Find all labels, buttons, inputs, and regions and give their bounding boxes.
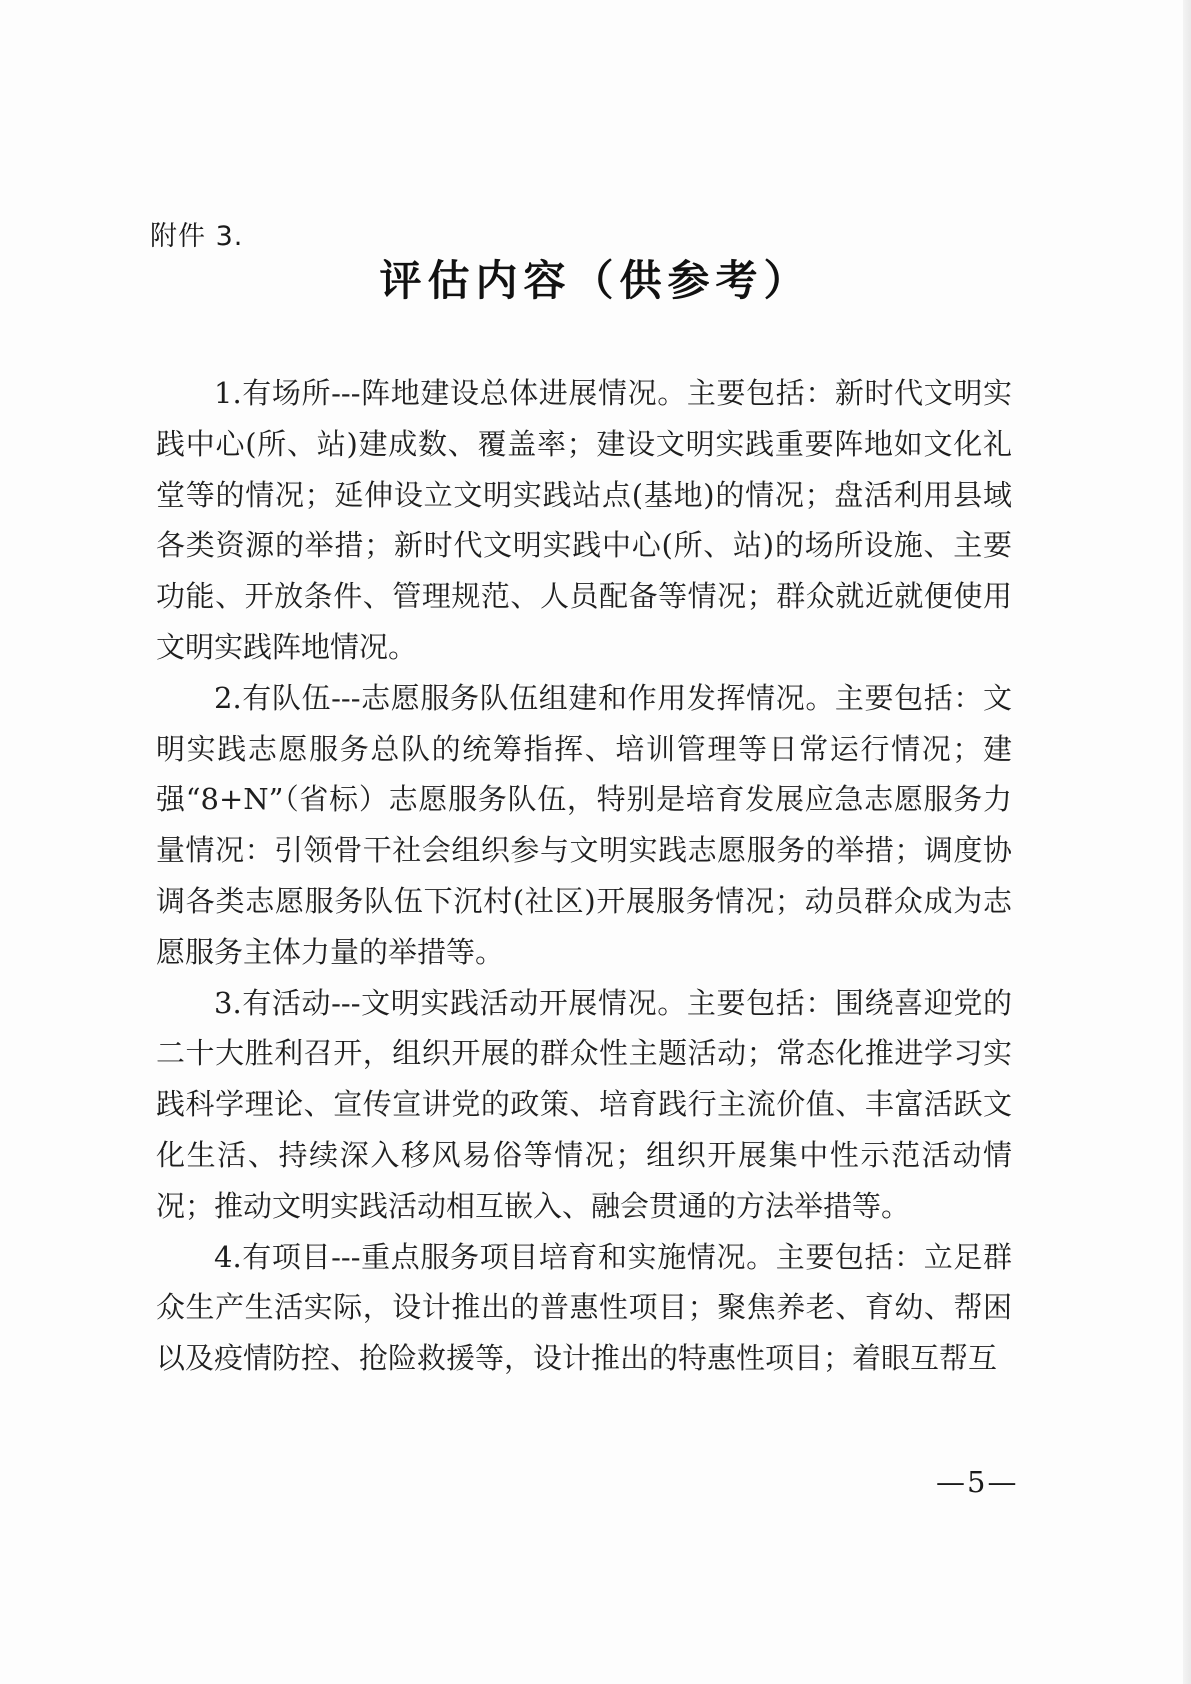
paragraph-team: 2.有队伍---志愿服务队伍组建和作用发挥情况。主要包括：文明实践志愿服务总队的统筹指挥、培训管理等日常运行情况；建强“8+N”（省标）志愿服务队伍，特别是培育发展应急志愿服务力量情况：引领骨干社会组织参与文明实践志愿服务的举措；调度协调各类志愿服务队伍下沉村(社区)开展服务情况；动员群众成为志愿服务主体力量的举措等。 bbox=[156, 680, 1012, 969]
paragraph-venue: 1.有场所---阵地建设总体进展情况。主要包括：新时代文明实践中心(所、站)建成数、覆盖率；建设文明实践重要阵地如文化礼堂等的情况；延伸设立文明实践站点(基地)的情况；盘活利用县域各类资源的举措；新时代文明实践中心(所、站)的场所设施、主要功能、开放条件、管理规范、人员配备等情况；群众就近就便使用文明实践阵地情况。 bbox=[156, 376, 1012, 664]
paragraph-project: 4.有项目---重点服务项目培育和实施情况。主要包括：立足群众生产生活实际，设计推出的普惠性项目；聚焦养老、育幼、帮困以及疫情防控、抢险救援等，设计推出的特惠性项目；着眼互帮互 bbox=[156, 1239, 1012, 1376]
attachment-label: 附件 3. bbox=[150, 221, 244, 252]
paragraph-activity: 3.有活动---文明实践活动开展情况。主要包括：围绕喜迎党的二十大胜利召开，组织开展的群众性主题活动；常态化推进学习实践科学理论、宣传宣讲党的政策、培育践行主流价值、丰富活跃文化生活、持续深入移风易俗等情况；组织开展集中性示范活动情况；推动文明实践活动相互嵌入、融会贯通的方法举措等。 bbox=[156, 985, 1012, 1223]
body-text bbox=[156, 368, 1012, 1384]
page-number: —5— bbox=[936, 1465, 1019, 1499]
page-title: 评估内容（供参考） bbox=[379, 256, 812, 305]
